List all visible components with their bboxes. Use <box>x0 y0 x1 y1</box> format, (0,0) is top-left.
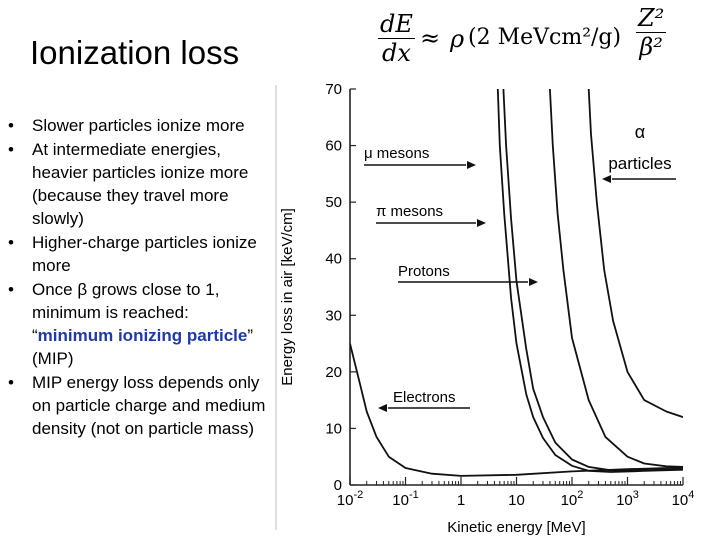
y-tick-label: 70 <box>325 81 342 98</box>
formula-lhs-den: dx <box>381 39 411 67</box>
annotation-alpha-particles: particles <box>608 154 672 173</box>
bullet-dot: • <box>8 233 14 252</box>
arrowhead-electrons <box>378 404 387 412</box>
series-line-mesons <box>498 89 683 472</box>
bullet-dot: • <box>8 116 14 135</box>
arrowhead-protons <box>529 278 538 286</box>
slide-title: Ionization loss <box>30 34 240 71</box>
arrowhead-mu-mesons <box>467 161 476 169</box>
y-tick-label: 40 <box>325 250 342 268</box>
x-tick-label: $10^3$ <box>616 489 639 509</box>
formula-rho: ρ <box>450 25 465 53</box>
formula-factor: (2 MeVcm²/g) <box>468 25 622 50</box>
formula-rhs-num: Z² <box>638 4 665 32</box>
bullet-text-after: ” (MIP) <box>32 326 254 368</box>
formula-rhs-den: β² <box>639 33 663 61</box>
annotation-electrons: Electrons <box>393 389 456 406</box>
x-tick-label: $10^4$ <box>671 489 695 509</box>
y-tick-label: 60 <box>325 137 342 155</box>
y-tick-label: 50 <box>325 194 342 212</box>
x-axis-label: Kinetic energy [MeV] <box>447 519 586 536</box>
bullet-text: At intermediate energies, heavier particles ionize more (because they travel more slowly) <box>32 140 249 228</box>
annotation-mu-mesons: μ mesons <box>364 145 430 162</box>
bullet-text: Higher-charge particles ionize more <box>32 233 257 275</box>
y-tick-label: 30 <box>325 307 342 325</box>
bullet-dot: • <box>8 373 14 392</box>
x-tick-label: 10 <box>508 492 525 509</box>
x-tick-label: $10^{-2}$ <box>336 489 364 509</box>
arrowhead-alpha-particles <box>602 175 611 183</box>
bullet-text-before: Once β grows close to 1, minimum is reached: “ <box>32 280 220 345</box>
bullet-dot: • <box>8 280 14 299</box>
x-tick-label: 1 <box>456 492 466 509</box>
x-tick-label: $10^{-1}$ <box>392 489 419 509</box>
y-tick-label: 0 <box>333 477 342 494</box>
formula-lhs-num: dE <box>380 10 413 38</box>
bullet-text: MIP energy loss depends only on particle charge and medium density (not on particle mass) <box>32 373 266 438</box>
y-tick-label: 10 <box>325 420 342 438</box>
y-axis-label: Energy loss in air [keV/cm] <box>279 208 296 386</box>
y-tick-label: 20 <box>325 363 342 381</box>
bullet-text: Slower particles ionize more <box>32 116 245 135</box>
x-tick-label: $10^2$ <box>560 489 584 509</box>
formula-approx: ≈ <box>420 24 441 52</box>
annotation-protons: Protons <box>398 263 450 280</box>
annotation-alpha-symbol: α <box>634 122 646 142</box>
arrowhead-pi-mesons <box>477 219 486 227</box>
annotation-pi-mesons: π mesons <box>376 203 444 220</box>
series-line-electrons <box>350 344 683 476</box>
mip-highlight: minimum ionizing particle <box>37 326 248 345</box>
bullet-dot: • <box>8 140 14 159</box>
